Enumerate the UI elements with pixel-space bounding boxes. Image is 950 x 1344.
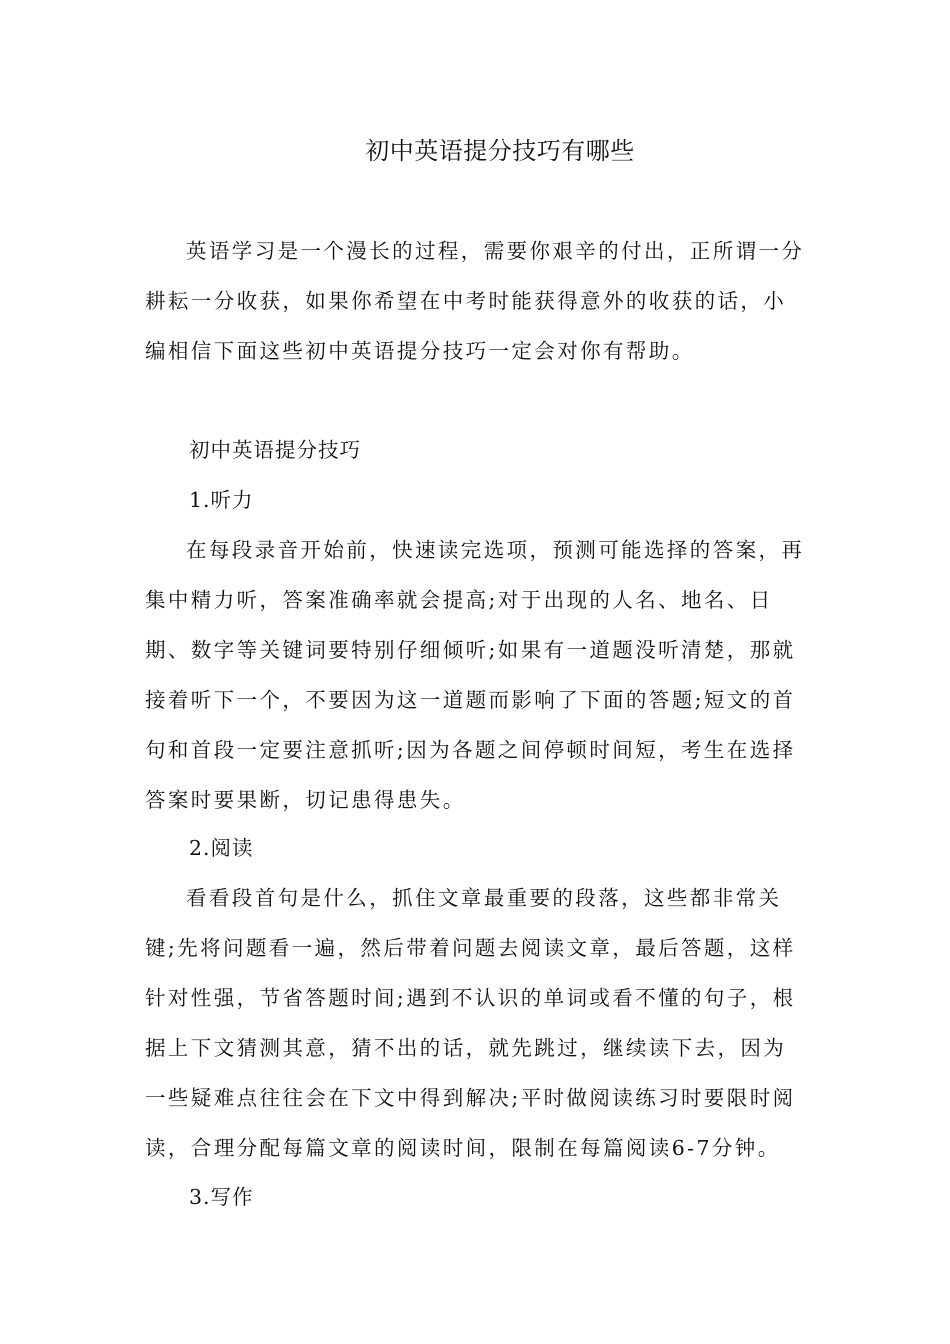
item-3-heading-block xyxy=(145,1172,805,1222)
section-heading-block xyxy=(145,425,805,475)
intro-paragraph: 英语学习是一个漫长的过程，需要你艰辛的付出，正所谓一分耕耘一分收获，如果你希望在中考时能获得意外的收获的话，小编相信下面这些初中英语提分技巧一定会对你有帮助。 xyxy=(145,239,805,363)
item-2-text-block xyxy=(145,873,805,1173)
item-paragraph-listening: 在每段录音开始前，快速读完选项，预测可能选择的答案，再集中精力听，答案准确率就会提高;对于出现的人名、地名、日期、数字等关键词要特别仔细倾听;如果有一道题没听清楚，那就接着听下一个，不要因为这一道题而影响了下面的答题;短文的首句和首段一定要注意抓听;因为各题之间停顿时间短，考生在选择答案时要果断，切记患得患失。 xyxy=(145,538,805,812)
section-heading: 初中英语提分技巧 xyxy=(189,438,361,462)
item-1-heading-block xyxy=(145,475,805,525)
intro-paragraph-block xyxy=(145,226,805,376)
item-heading-reading: 2.阅读 xyxy=(189,836,254,860)
item-1-text-block xyxy=(145,525,805,825)
item-2-heading-block xyxy=(145,823,805,873)
item-heading-writing: 3.写作 xyxy=(189,1185,254,1209)
item-heading-listening: 1.听力 xyxy=(189,488,254,512)
document-title: 初中英语提分技巧有哪些 xyxy=(365,137,635,165)
item-paragraph-reading: 看看段首句是什么，抓住文章最重要的段落，这些都非常关键;先将问题看一遍，然后带着问题去阅读文章，最后答题，这样针对性强，节省答题时间;遇到不认识的单词或看不懂的句子，根据上下文猜测其意，猜不出的话，就先跳过，继续读下去，因为一些疑难点往往会在下文中得到解决;平时做阅读练习时要限时阅读，合理分配每篇文章的阅读时间，限制在每篇阅读6-7分钟。 xyxy=(145,886,796,1160)
